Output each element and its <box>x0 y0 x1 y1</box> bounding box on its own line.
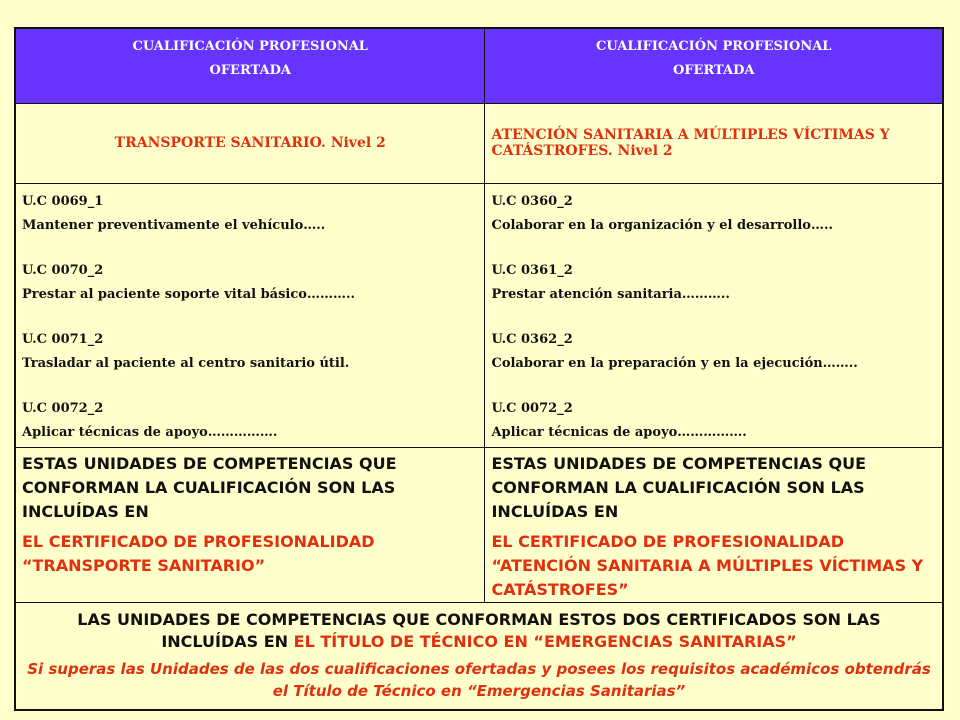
certificate-cell-left <box>15 447 485 602</box>
unit-code: U.C 0362_2 <box>491 331 573 347</box>
certificate-intro: ESTAS UNIDADES DE COMPETENCIAS QUE CONFORMAN LA CUALIFICACIÓN SON LAS INCLUÍDAS EN <box>22 453 397 521</box>
qualifications-table <box>14 27 944 711</box>
qualification-title-row <box>15 103 943 183</box>
certificate-name: EL CERTIFICADO DE PROFESIONALIDAD “ATENCIÓN SANITARIA A MÚLTIPLES VÍCTIMAS Y CATÁSTROFES” <box>491 531 924 599</box>
unit-code: U.C 0071_2 <box>22 331 104 347</box>
header-right-line2: OFERTADA <box>673 63 755 78</box>
header-cell-left <box>15 28 485 103</box>
unit-description: Aplicar técnicas de apoyo……………. <box>22 424 278 440</box>
unit-description: Colaborar en la preparación y en la ejecución…….. <box>491 355 858 371</box>
certificate-name: EL CERTIFICADO DE PROFESIONALIDAD “TRANSPORTE SANITARIO” <box>22 531 375 575</box>
units-cell-right <box>485 183 943 447</box>
unit-item <box>22 190 478 238</box>
qualification-title-left: TRANSPORTE SANITARIO. Nivel 2 <box>15 103 485 183</box>
header-left-line2: OFERTADA <box>209 63 291 78</box>
unit-description: Trasladar al paciente al centro sanitario útil. <box>22 355 350 371</box>
units-cell-left <box>15 183 485 447</box>
certificate-cell-right <box>485 447 943 602</box>
header-cell-right <box>485 28 943 103</box>
unit-item <box>491 397 936 445</box>
certificate-intro: ESTAS UNIDADES DE COMPETENCIAS QUE CONFORMAN LA CUALIFICACIÓN SON LAS INCLUÍDAS EN <box>491 453 867 521</box>
unit-item <box>491 328 936 376</box>
units-row <box>15 183 943 447</box>
footer-line2-prefix: INCLUÍDAS EN <box>161 631 294 651</box>
footer-cell <box>15 602 943 710</box>
unit-description: Prestar atención sanitaria……….. <box>491 286 730 302</box>
unit-code: U.C 0070_2 <box>22 262 104 278</box>
footer-title-highlight: EL TÍTULO DE TÉCNICO EN “EMERGENCIAS SANITARIAS” <box>293 631 797 651</box>
footer-line2 <box>22 631 936 653</box>
footer-row <box>15 602 943 710</box>
footer-line1: LAS UNIDADES DE COMPETENCIAS QUE CONFORMAN ESTOS DOS CERTIFICADOS SON LAS <box>77 609 881 629</box>
unit-item <box>22 397 478 445</box>
certificate-row <box>15 447 943 602</box>
unit-description: Aplicar técnicas de apoyo……………. <box>491 424 747 440</box>
unit-code: U.C 0361_2 <box>491 262 573 278</box>
unit-item <box>22 328 478 376</box>
header-row <box>15 28 943 103</box>
unit-code: U.C 0072_2 <box>491 400 573 416</box>
unit-item <box>491 190 936 238</box>
unit-description: Prestar al paciente soporte vital básico……….. <box>22 286 355 302</box>
unit-code: U.C 0069_1 <box>22 193 104 209</box>
header-left-line1: CUALIFICACIÓN PROFESIONAL <box>132 39 368 54</box>
qualification-title-right: ATENCIÓN SANITARIA A MÚLTIPLES VÍCTIMAS Y CATÁSTROFES. Nivel 2 <box>485 103 943 183</box>
unit-description: Mantener preventivamente el vehículo….. <box>22 217 326 233</box>
unit-item <box>491 259 936 307</box>
unit-item <box>22 259 478 307</box>
footer-note: Si superas las Unidades de las dos cualificaciones ofertadas y posees los requisitos académicos obtendrás el Título de Técnico en “Emergencias Sanitarias” <box>27 659 931 700</box>
unit-code: U.C 0072_2 <box>22 400 104 416</box>
unit-code: U.C 0360_2 <box>491 193 573 209</box>
unit-description: Colaborar en la organización y el desarrollo….. <box>491 217 834 233</box>
header-right-line1: CUALIFICACIÓN PROFESIONAL <box>596 39 832 54</box>
